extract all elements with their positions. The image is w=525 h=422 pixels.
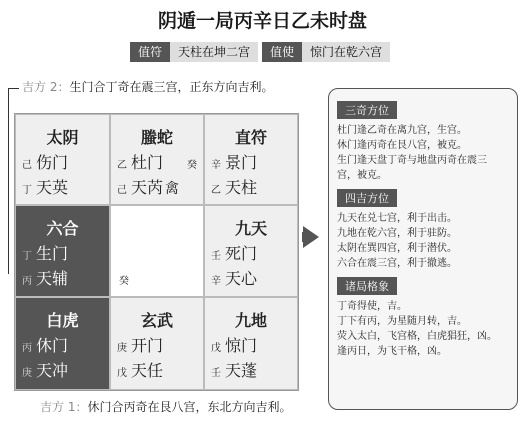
nine-palace-grid (14, 113, 299, 391)
palace-qian-6 (204, 297, 298, 390)
star: 天冲 (36, 361, 69, 380)
earth-stem: 戊 (211, 343, 221, 354)
star: 天蓬 (225, 361, 258, 380)
deity: 直符 (234, 128, 267, 147)
star: 天任 (131, 361, 164, 380)
earth-stem: 丙 (22, 343, 32, 354)
chart-title: 阴遁一局丙辛日乙未时盘 (157, 10, 367, 32)
auspicious-note-1 (40, 398, 291, 415)
zhishi-label: 值使 (262, 42, 302, 62)
geju-line: 荧入太白，飞宫格，白虎猖狂，凶。 (337, 331, 497, 342)
heaven-stem: 壬 (211, 368, 221, 379)
earth-stem: 辛 (211, 160, 221, 171)
extra-stem: 癸 (187, 160, 197, 171)
star: 天辅 (36, 269, 69, 288)
palace-kan-1 (110, 297, 204, 390)
heaven-stem: 丙 (22, 276, 32, 287)
deity: 九天 (234, 219, 267, 238)
door: 生门 (36, 244, 69, 263)
earth-stem: 丁 (22, 251, 32, 262)
zhifu-value: 天柱在坤二宫 (170, 42, 258, 62)
center-stem: 癸 (119, 276, 129, 287)
siji-line: 九地在乾六宫，利于驻防。 (337, 228, 457, 239)
siji-line: 六合在震三宫，利于撤逃。 (337, 258, 457, 269)
note-1-label: 吉方 1： (40, 400, 88, 414)
deity: 太阴 (46, 128, 79, 147)
door: 休门 (36, 336, 69, 355)
heaven-stem: 戊 (117, 368, 127, 379)
section-title-siji: 四吉方位 (337, 189, 397, 207)
zhifu-label: 值符 (130, 42, 170, 62)
star: 天芮 (131, 178, 164, 197)
earth-stem: 乙 (117, 160, 127, 171)
palace-gen-8 (15, 297, 110, 390)
palace-xun-4 (15, 114, 110, 205)
note-1-text: 休门合丙奇在艮八宫，东北方向吉利。 (87, 400, 292, 414)
analysis-panel (328, 88, 518, 410)
deity: 白虎 (46, 311, 79, 330)
note-2-text: 生门合丁奇在震三宫，正东方向吉利。 (69, 80, 274, 94)
geju-line: 逢丙日，为飞干格，凶。 (337, 346, 447, 357)
heaven-stem: 辛 (211, 276, 221, 287)
door: 伤门 (36, 153, 69, 172)
section-title-sanqi: 三奇方位 (337, 101, 397, 119)
sanqi-line: 宫，被克。 (337, 170, 387, 181)
section-title-geju: 诸局格象 (337, 277, 397, 295)
sanqi-line: 休门逢丙奇在艮八宫，被克。 (337, 140, 467, 151)
door: 死门 (225, 244, 258, 263)
palace-center-5 (110, 205, 204, 297)
star: 天心 (225, 269, 258, 288)
earth-stem: 庚 (117, 343, 127, 354)
door: 景门 (225, 153, 258, 172)
door: 杜门 (131, 153, 164, 172)
star: 天英 (36, 178, 69, 197)
earth-stem: 己 (22, 160, 32, 171)
geju-line: 丁下有丙，为星随月转，吉。 (337, 316, 467, 327)
right-arrow-icon (303, 226, 319, 248)
door: 开门 (131, 336, 164, 355)
palace-kun-2 (204, 114, 298, 205)
deity: 玄武 (140, 311, 173, 330)
deity: 六合 (46, 219, 79, 238)
heaven-stem: 己 (117, 185, 127, 196)
zhishi-value: 惊门在乾六宫 (302, 42, 390, 62)
note-2-label: 吉方 2： (22, 80, 70, 94)
heaven-stem: 丁 (22, 185, 32, 196)
palace-li-9 (110, 114, 204, 205)
siji-line: 太阴在巽四宫，利于潜伏。 (337, 243, 457, 254)
heaven-stem: 庚 (22, 368, 32, 379)
siji-line: 九天在兑七宫，利于出击。 (337, 213, 457, 224)
header-badges (130, 42, 390, 62)
door: 惊门 (225, 336, 258, 355)
star: 天柱 (225, 178, 258, 197)
earth-stem: 壬 (211, 251, 221, 262)
deity: 螣蛇 (140, 128, 173, 147)
deity: 九地 (234, 311, 267, 330)
sanqi-line: 生门逢天盘丁奇与地盘丙奇在震三 (337, 155, 487, 166)
auspicious-note-2 (22, 78, 273, 95)
star-qin: 禽 (165, 181, 180, 197)
geju-line: 丁奇得使，吉。 (337, 301, 407, 312)
palace-dui-7 (204, 205, 298, 297)
sanqi-line: 杜门逢乙奇在离九宫，生宫。 (337, 125, 467, 136)
palace-zhen-3 (15, 205, 110, 297)
heaven-stem: 乙 (211, 185, 221, 196)
